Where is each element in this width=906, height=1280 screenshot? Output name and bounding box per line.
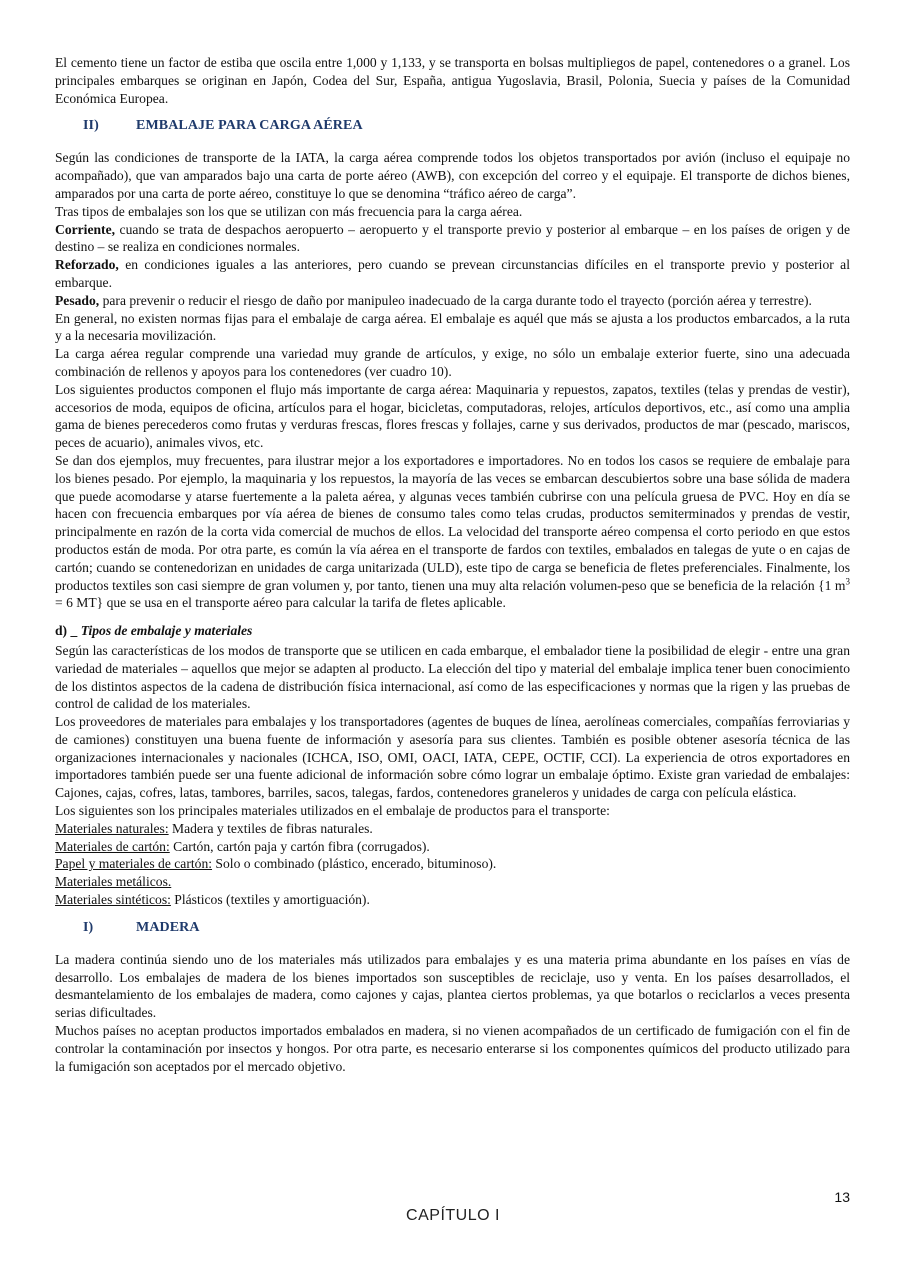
tipos-paragraph: Tras tipos de embalajes son los que se utilizan con más frecuencia para la carga aérea. xyxy=(55,203,523,219)
ejemplos-text-a: Se dan dos ejemplos, muy frecuentes, para ilustrar mejor a los exportadores e importadores. No en todos los casos se requiere de embalaje para los bienes pesado. Por ejemplo, la maquinaria y los repuestos, la mayoría de las veces se embarcan descubiertos sobre una base sólida de madera que puede acomodarse y atarse fuertemente a la paleta aérea, y algunas veces también cubrirse con una película gruesa de PVC. Hoy en día se hacen con frecuencia embarques por vía aérea de bienes de consumo tales como telas crudas, productos semiterminados y prendas de vestir, principalmente en razón de la corta vida comercial de muchos de ellos. La velocidad del transporte aéreo compensa el corto periodo en que estos productos están de moda. Por otra parte, es común la vía aérea en el transporte de fardos con textiles, embalados en talegas de yute o en cajas de cartón; cuando se contenedorizan en unidades de carga unitarizada (ULD), este tipo de carga se beneficia de fletes preferenciales. Finalmente, los productos textiles son casi siempre de gran volumen y, por tanto, tienen una muy alta relación volumen-peso que se beneficia de la relación {1 m xyxy=(55,452,850,593)
reforzado-label: Reforzado, xyxy=(55,257,119,273)
corriente-text: cuando se trata de despachos aeropuerto – aeropuerto y el transporte previo y posterior al embarque – en los países de origen y de destino – se realiza en condiciones normales. xyxy=(55,221,850,255)
material-label: Materiales sintéticos: xyxy=(55,892,171,908)
material-text: Solo o combinado (plástico, encerado, bituminoso). xyxy=(212,856,497,872)
section-number: II) xyxy=(83,118,99,134)
material-text: Madera y textiles de fibras naturales. xyxy=(168,820,373,836)
material-label: Materiales de cartón: xyxy=(55,838,170,854)
iata-paragraph: Según las condiciones de transporte de la IATA, la carga aérea comprende todos los objetos transportados por avión (incluso el equipaje no acompañado), que van amparados bajo una carta de porte aéreo (AWB), con excepción del correo y el equipaje. El transporte de dichos bienes, amparados por una carta de porte aéreo, constituye lo que se denomina “tráfico aéreo de carga”. xyxy=(55,150,850,201)
pesado-paragraph xyxy=(55,292,850,310)
footer-chapter: CAPÍTULO I xyxy=(406,1207,500,1224)
material-label: Materiales metálicos. xyxy=(55,874,172,890)
ejemplos-paragraph xyxy=(55,452,850,612)
subsection-title: Tipos de embalaje y materiales xyxy=(80,623,253,639)
material-text: Plásticos (textiles y amortiguación). xyxy=(170,892,370,908)
reforzado-paragraph xyxy=(55,256,850,292)
page-number: 13 xyxy=(834,1189,850,1205)
page-body xyxy=(55,54,850,1075)
productos-paragraph: Los siguientes productos componen el flujo más importante de carga aérea: Maquinaria y repuestos, zapatos, textiles (telas y prendas de vestir), accesorios de moda, equipos de oficina, artículos para el hogar, bicicletas, computadoras, relojes, artículos deportivos, etc., así como una amplia gama de bienes perecederos como frutas y verduras frescas, flores frescas y follajes, carne y sus derivados, productos de mar (pescado, mariscos, peces de acuario), animales vivos, etc. xyxy=(55,381,850,451)
pesado-text: para prevenir o reducir el riesgo de daño por manipuleo inadecuado de la carga durante todo el trayecto (porción aérea y terrestre). xyxy=(99,292,812,308)
segun-paragraph: Según las características de los modos de transporte que se utilicen en cada embarque, el embalador tiene la posibilidad de elegir - entre una gran variedad de materiales – aquellos que mejor se adapten al producto. La elección del tipo y material del embalaje implica tener buen conocimiento de los distintos aspectos de la cadena de distribución física internacional, así como de las especificaciones y normas que la rigen y las pruebas de control de calidad de los materiales. xyxy=(55,642,850,712)
superscript: 3 xyxy=(845,575,850,586)
material-item xyxy=(55,873,850,891)
corriente-label: Corriente, xyxy=(55,221,116,237)
material-label: Materiales naturales: xyxy=(55,820,169,836)
section-heading-carga-aerea xyxy=(55,115,850,139)
general-paragraph: En general, no existen normas fijas para el embalaje de carga aérea. El embalaje es aquél que más se ajusta a los productos embarcados, a la ruta y a la necesaria movilización. xyxy=(55,310,850,344)
subsection-prefix: d) _ xyxy=(55,623,81,639)
section-number: I) xyxy=(83,919,94,935)
section-title: MADERA xyxy=(136,919,200,935)
siguientes-paragraph: Los siguientes son los principales materiales utilizados en el embalaje de productos para el transporte: xyxy=(55,803,610,819)
intro-paragraph: El cemento tiene un factor de estiba que oscila entre 1,000 y 1,133, y se transporta en bolsas multipliegos de papel, contenedores o a granel. Los principales embarques se originan en Japón, Codea del Sur, España, antigua Yugoslavia, Brasil, Polonia, Suecia y países de la Comunidad Económica Europea. xyxy=(55,55,850,106)
material-item xyxy=(55,820,850,838)
ejemplos-text-b: = 6 MT} que se usa en el transporte aéreo para calcular la tarifa de fletes aplicable. xyxy=(55,595,506,611)
material-item xyxy=(55,855,850,873)
madera-paragraph: La madera continúa siendo uno de los materiales más utilizados para embalajes y es una materia prima abundante en los países en vías de desarrollo. Los embalajes de madera de los bienes importados son susceptibles de reciclaje, uso y venta. En los países desarrollados, el desmantelamiento de los embalajes de madera, como cajones y cajas, plantea ciertos problemas, ya que botarlos o reciclarlos a veces presenta serias dificultades. xyxy=(55,951,850,1021)
section-title: EMBALAJE PARA CARGA AÉREA xyxy=(136,118,363,134)
regular-paragraph: La carga aérea regular comprende una variedad muy grande de artículos, y exige, no sólo un embalaje exterior fuerte, sino una adecuada combinación de rellenos y apoyos para los contenedores (ver cuadro 10). xyxy=(55,346,850,379)
corriente-paragraph xyxy=(55,221,850,257)
reforzado-text: en condiciones iguales a las anteriores, pero cuando se prevean circunstancias difíciles en el transporte previo y posterior al embarque. xyxy=(55,257,850,290)
pesado-label: Pesado, xyxy=(55,292,100,308)
material-text: Cartón, cartón paja y cartón fibra (corrugados). xyxy=(169,838,430,854)
subsection-heading xyxy=(55,622,850,640)
material-item xyxy=(55,838,850,856)
muchos-paragraph: Muchos países no aceptan productos importados embalados en madera, si no vienen acompañados de un certificado de fumigación con el fin de controlar la contaminación por insectos y hongos. Por otra parte, es necesario enterarse si los componentes químicos del producto utilizado para la fumigación son aceptados por el mercado objetivo. xyxy=(55,1023,850,1074)
material-label: Papel y materiales de cartón: xyxy=(55,856,213,872)
section-heading-madera xyxy=(55,917,850,941)
material-item xyxy=(55,891,850,909)
proveedores-paragraph: Los proveedores de materiales para embalajes y los transportadores (agentes de buques de línea, aerolíneas comerciales, compañías ferroviarias y de camiones) constituyen una buena fuente de información y asesoría para sus clientes. También es posible obtener asesoría técnica de las organizaciones internacionales y nacionales (ICHCA, ISO, OMI, OACI, IATA, CEPE, OCTIF, CCI). La experiencia de otros exportadores en importadores también puede ser una fuente adicional de información sobre cómo lograr un embalaje óptimo. Existe gran variedad de embalajes: Cajones, cajas, cofres, latas, tambores, barriles, sacos, talegas, fardos, contenedores graneleros y unidades de carga con película elástica. xyxy=(55,714,850,801)
